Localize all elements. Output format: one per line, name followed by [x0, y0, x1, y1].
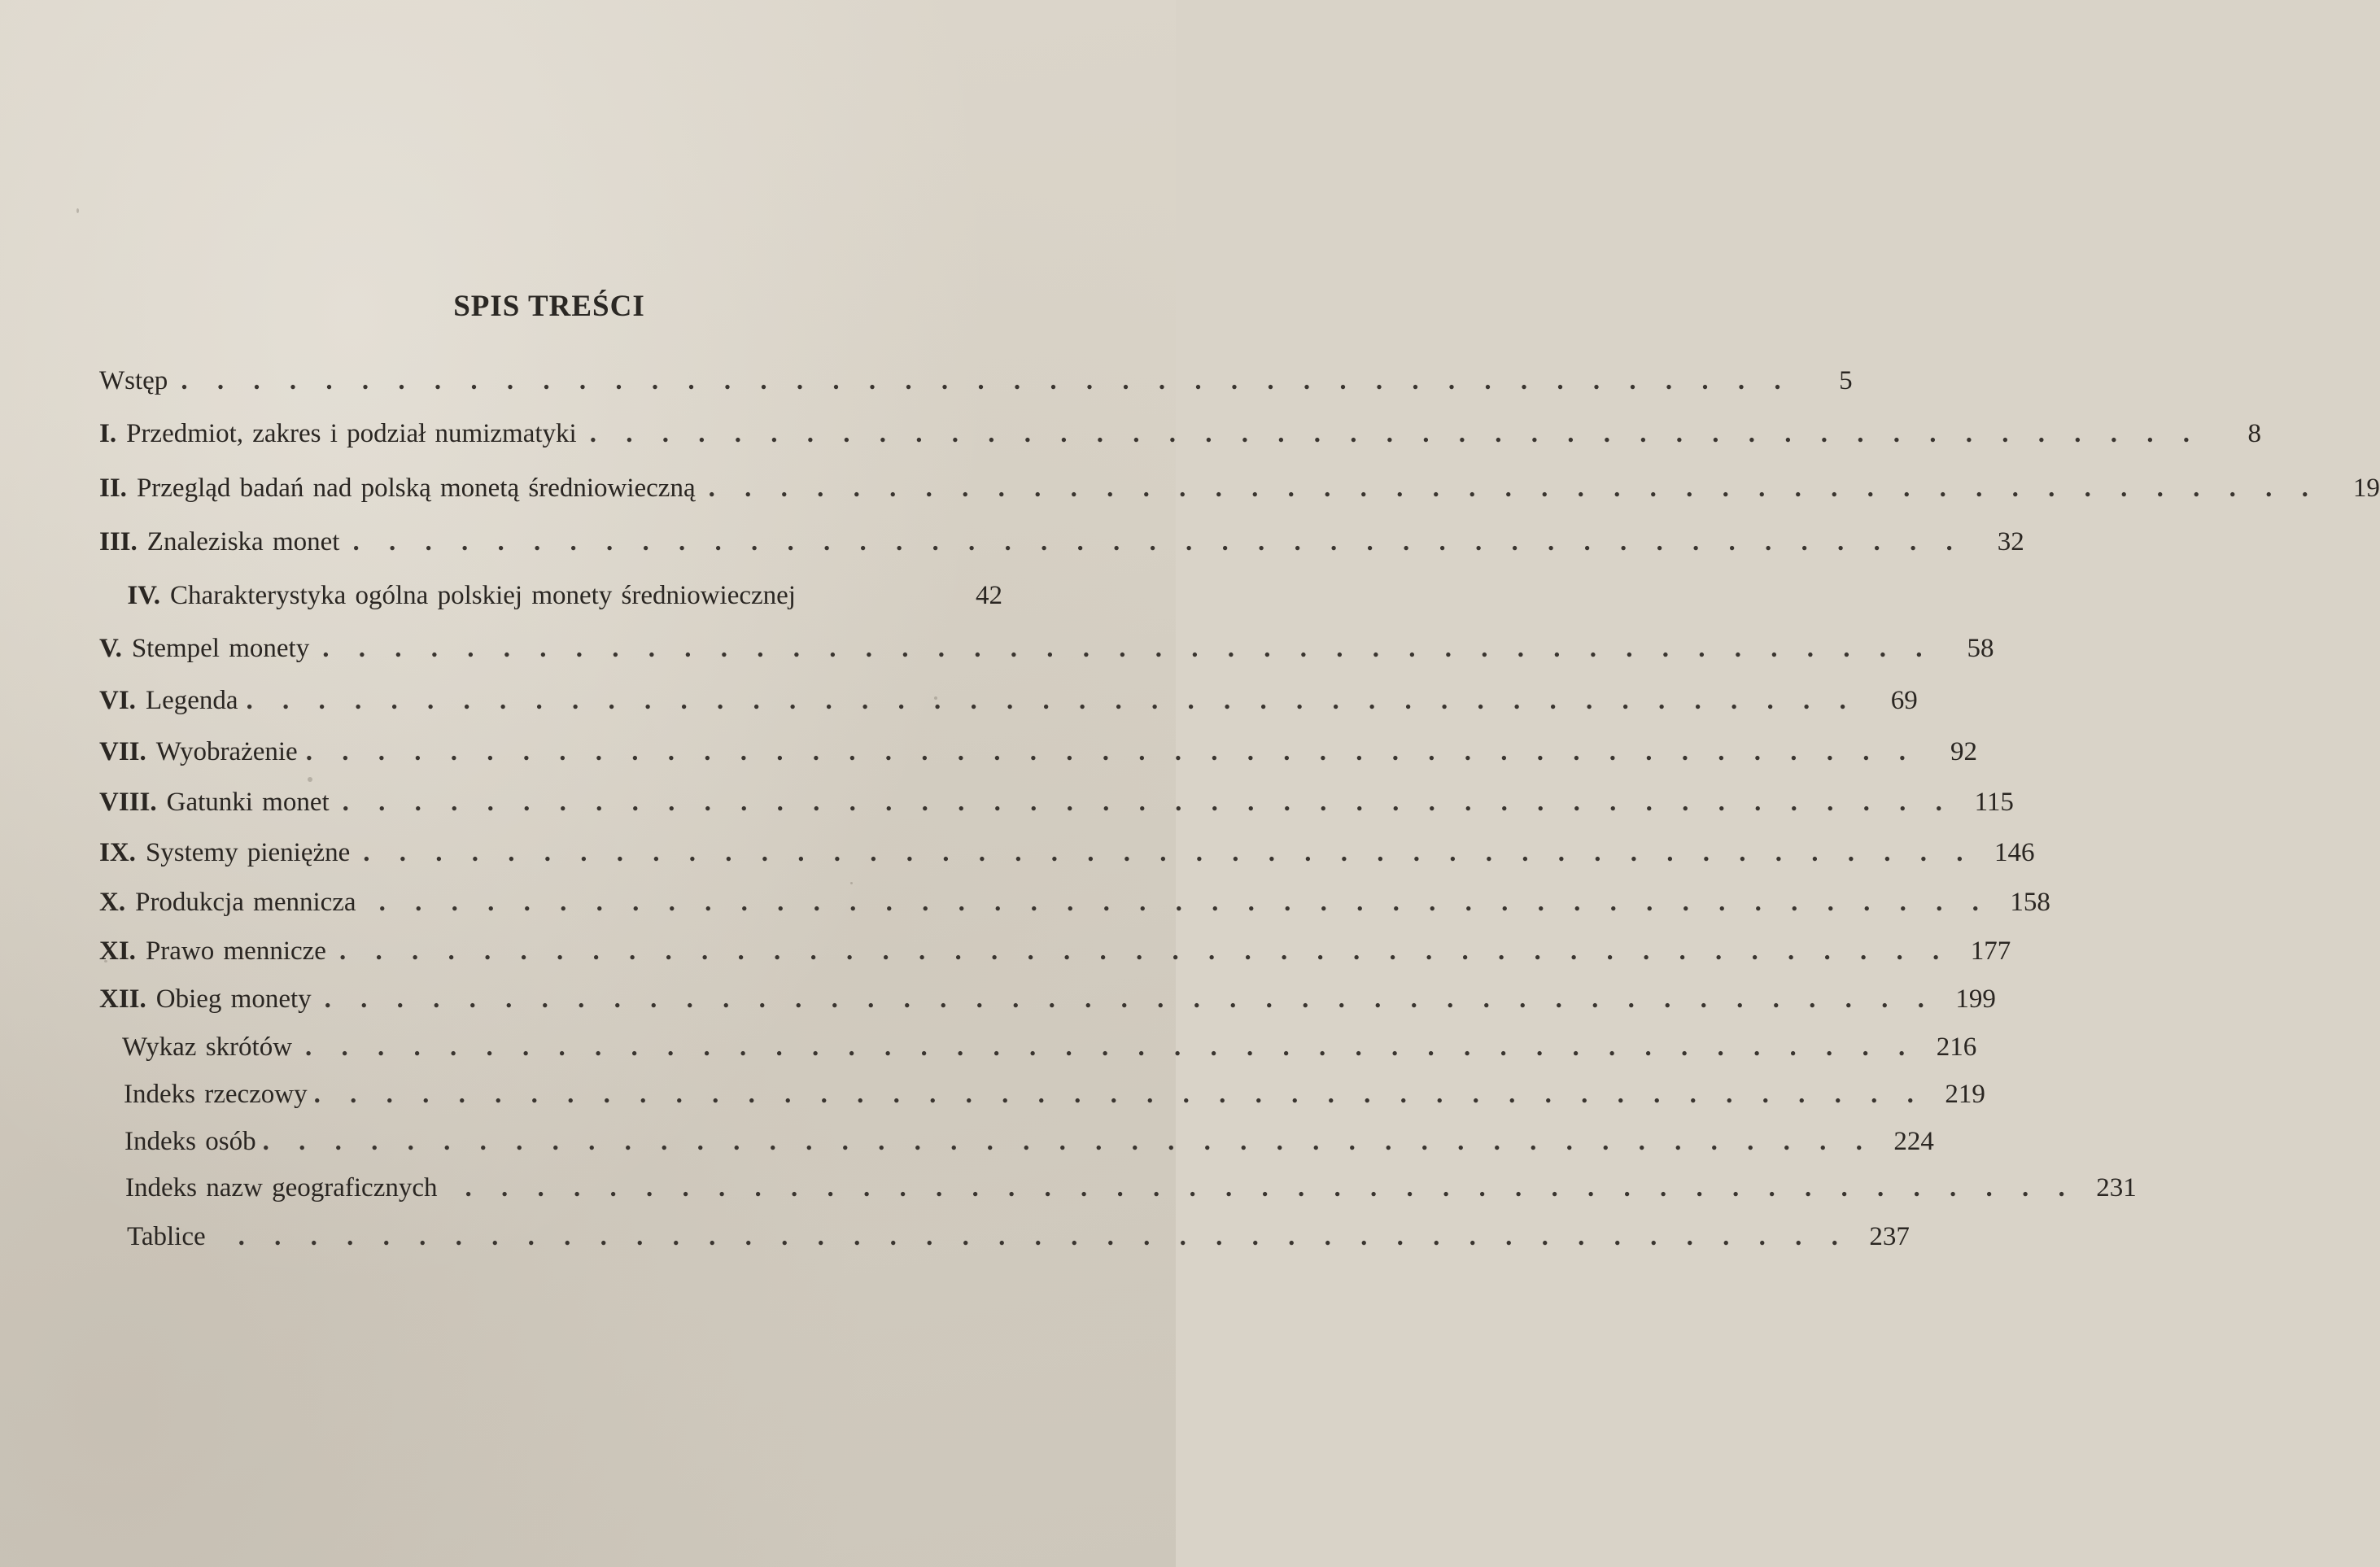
toc-entry-wykaz-skrotow [122, 1032, 1977, 1063]
chapter-number: VII. [99, 737, 146, 766]
toc-entry-indeks-rzeczowy [124, 1080, 1985, 1110]
toc-entry-label: Stempel monety [131, 634, 310, 663]
paper-speck [308, 777, 312, 782]
toc-entry-label: Przegląd badań nad polską monetą średniowieczną [136, 474, 696, 503]
toc-entry-chapter-6 [99, 686, 1918, 716]
leader-dots: . . . . . . . . . . . . . . . . . . . . . . . . . . . . . . . . . . . . . . . . . . . . . [338, 936, 1951, 966]
toc-entry-label: Indeks osób [124, 1127, 256, 1156]
toc-entry-chapter-8 [99, 788, 2014, 818]
toc-entry-label: Prawo mennicze [145, 936, 326, 966]
toc-entry-wstep [99, 366, 1853, 396]
toc-entry-label: Wyobrażenie [155, 737, 298, 766]
toc-entry-page: 42 [976, 581, 1002, 610]
leader-dots: . . . . . . . . . . . . . . . . . . . . . . . . . . . . . . . . . . . . . . . . . . . . . [305, 737, 1917, 766]
leader-dots: . . . . . . . . . . . . . . . . . . . . . . . . . . . . . . . . . . . . . . . . . . . . . [262, 1127, 1874, 1156]
leader-dots: . . . . . . . . . . . . . . . . . . . . . . . . . . . . . . . . . . . . . . . . . . . . . [322, 634, 1934, 663]
toc-entry-chapter-12 [99, 984, 1996, 1015]
toc-entry-page: 237 [1869, 1222, 1910, 1251]
toc-entry-chapter-9 [99, 838, 2035, 868]
toc-entry-page: 158 [2010, 888, 2050, 917]
toc-entry-chapter-2 [99, 474, 2380, 504]
leader-dots: . . . . . . . . . . . . . . . . . . . . . . . . . . . . . . . . . . . . . . . . . . . . . [465, 1173, 2076, 1203]
toc-entry-chapter-11 [99, 936, 2011, 967]
toc-entry-label: Produkcja mennicza [135, 888, 356, 917]
toc-entry-chapter-1 [99, 419, 2261, 449]
toc-entry-chapter-4 [99, 581, 1002, 611]
page-title: SPIS TREŚCI [453, 289, 645, 323]
chapter-number: V. [99, 634, 122, 663]
leader-dots: . . . . . . . . . . . . . . . . . . . . . . . . . . . . . . . . . . . . . . . . . . . . . [352, 527, 1964, 557]
toc-entry-page: 199 [1955, 984, 1996, 1014]
leader-dots: . . . . . . . . . . . . . . . . . . . . . . . . . . . . . . . . . . . . . . . . . . . . . [246, 686, 1858, 715]
leader-dots: . . . . . . . . . . . . . . . . . . . . . . . . . . . . . . . . . . . . . . . . . . . . . [313, 1080, 1925, 1109]
toc-entry-tablice [127, 1222, 1910, 1252]
leader-dots: . . . . . . . . . . . . . . . . . . . . . . . . . . . . . . . . . . . . . . . . . . . . . [342, 788, 1954, 817]
chapter-number: XI. [99, 936, 136, 966]
toc-entry-label: Obieg monety [155, 984, 312, 1014]
chapter-number: VIII. [99, 788, 157, 817]
toc-entry-label: Tablice [127, 1222, 206, 1251]
chapter-number: I. [99, 419, 117, 448]
toc-entry-label: Wstęp [99, 366, 168, 395]
toc-entry-label: Indeks rzeczowy [124, 1080, 308, 1109]
toc-entry-page: 92 [1950, 737, 1977, 766]
chapter-number: II. [99, 474, 127, 503]
leader-dots: . . . . . . . . . . . . . . . . . . . . . . . . . . . . . . . . . . . . . . . . . . . . . [708, 474, 2320, 503]
toc-entry-label: Systemy pieniężne [145, 838, 351, 867]
leader-dots: . . . . . . . . . . . . . . . . . . . . . . . . . . . . . . . . . . . . . . . . . . . . . [324, 984, 1936, 1014]
toc-entry-chapter-3 [99, 527, 2024, 557]
toc-entry-label: Indeks nazw geograficznych [125, 1173, 438, 1203]
toc-entry-page: 19 [2352, 474, 2380, 503]
toc-entry-chapter-5 [99, 634, 1994, 664]
leader-dots: . . . . . . . . . . . . . . . . . . . . . . . . . . . . . . . . . . . . . . . . . . . . . [363, 838, 1975, 867]
leader-dots: . . . . . . . . . . . . . . . . . . . . . . . . . . . . . . . . . . . . . . . . . . . . . [238, 1222, 1849, 1251]
paper-speck [850, 882, 853, 884]
toc-entry-indeks-osob [124, 1127, 1934, 1157]
toc-entry-page: 32 [1997, 527, 2024, 557]
toc-entry-label: Legenda [145, 686, 238, 715]
chapter-number: XII. [99, 984, 146, 1014]
toc-entry-page: 8 [2247, 419, 2261, 448]
toc-entry-page: 224 [1893, 1127, 1934, 1156]
toc-entry-page: 69 [1890, 686, 1918, 715]
chapter-number: III. [99, 527, 138, 557]
toc-entry-chapter-10 [99, 888, 2050, 918]
toc-entry-label: Gatunki monet [166, 788, 330, 817]
chapter-number: VI. [99, 686, 136, 715]
leader-dots: . . . . . . . . . . . . . . . . . . . . . . . . . . . . . . . . . . . . . . . . . . . . . [181, 366, 1793, 395]
toc-entry-indeks-nazw-geograficznych [125, 1173, 2137, 1203]
leader-dots: . . . . . . . . . . . . . . . . . . . . . . . . . . . . . . . . . . . . . . . . . . . . . [589, 419, 2201, 448]
toc-entry-label: Przedmiot, zakres i podział numizmatyki [126, 419, 577, 448]
chapter-number: IV. [127, 581, 160, 610]
toc-entry-chapter-7 [99, 737, 1977, 767]
chapter-number: X. [99, 888, 126, 917]
toc-entry-page: 58 [1967, 634, 1994, 663]
toc-entry-page: 231 [2096, 1173, 2137, 1203]
toc-entry-label: Wykaz skrótów [122, 1032, 293, 1062]
toc-entry-page: 5 [1839, 366, 1853, 395]
leader-dots: . . . . . . . . . . . . . . . . . . . . . . . . . . . . . . . . . . . . . . . . . . . . . [305, 1032, 1917, 1062]
toc-entry-label: Znaleziska monet [146, 527, 340, 557]
chapter-number: IX. [99, 838, 136, 867]
paper-speck [76, 208, 79, 213]
toc-entry-page: 177 [1970, 936, 2011, 966]
toc-entry-page: 216 [1936, 1032, 1977, 1062]
toc-entry-label: Charakterystyka ogólna polskiej monety średniowiecznej [170, 581, 796, 610]
toc-entry-page: 115 [1974, 788, 2014, 817]
toc-entry-page: 219 [1945, 1080, 1985, 1109]
leader-dots: . . . . . . . . . . . . . . . . . . . . . . . . . . . . . . . . . . . . . . . . . . . . . [378, 888, 1990, 917]
toc-entry-page: 146 [1994, 838, 2035, 867]
